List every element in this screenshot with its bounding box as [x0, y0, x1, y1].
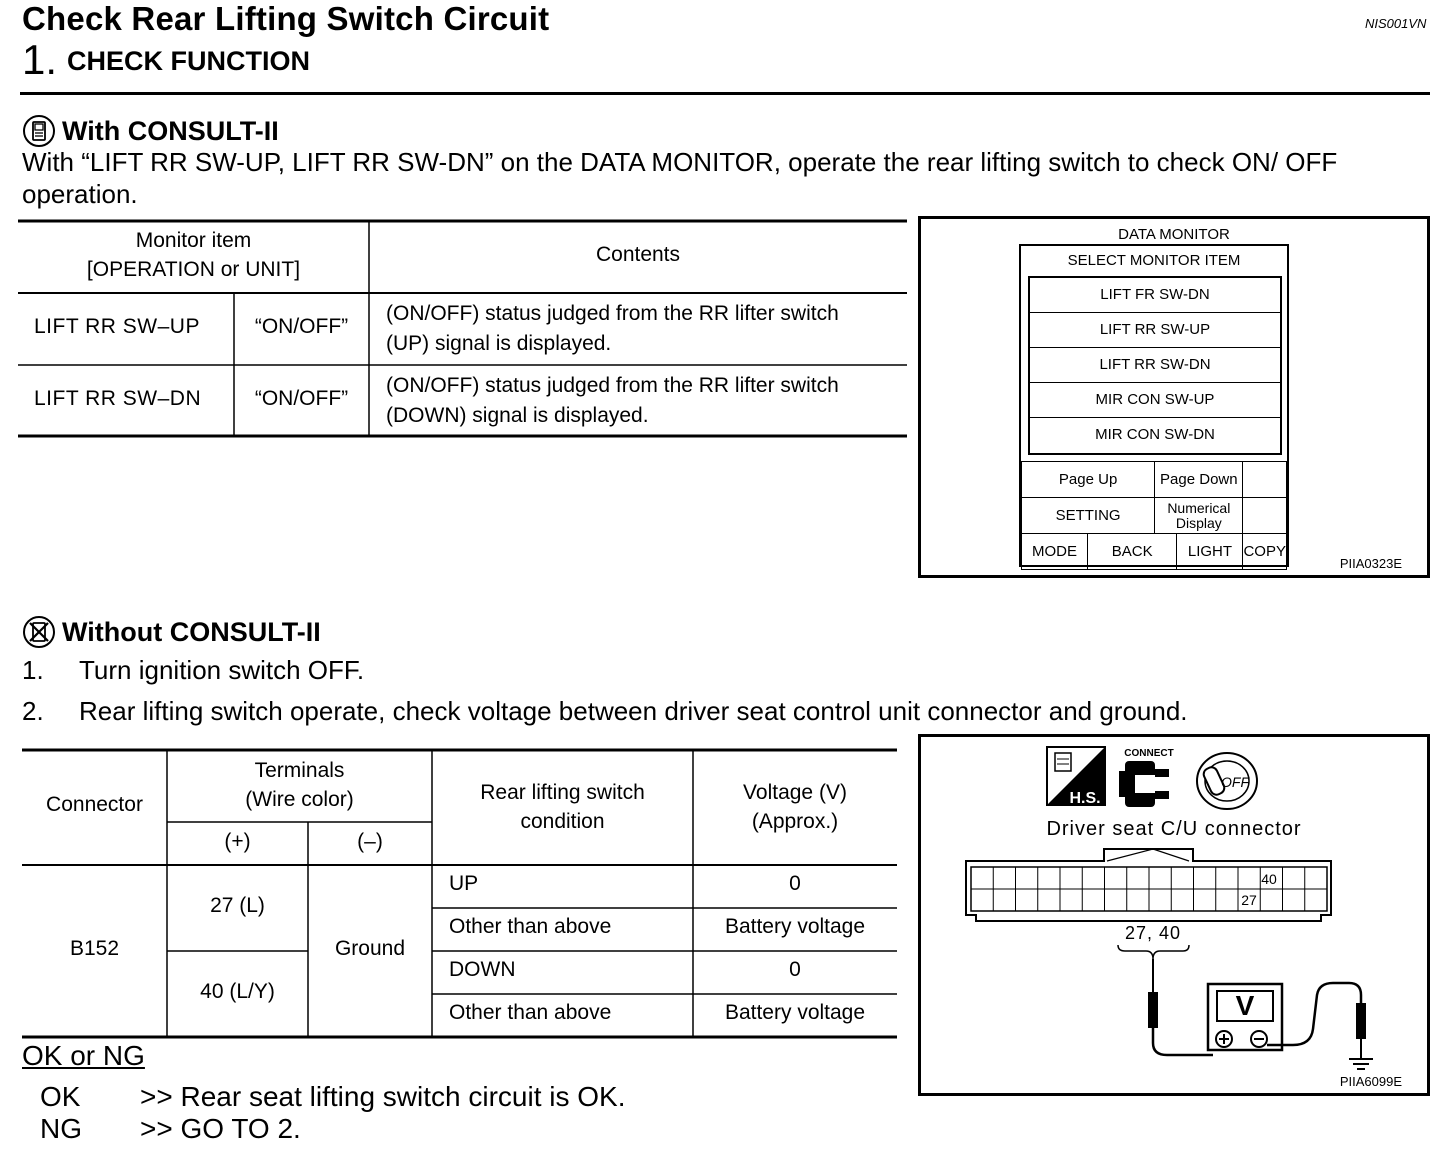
procedure-step-2-number: 2.	[22, 696, 44, 726]
light-button[interactable]: LIGHT	[1177, 534, 1243, 570]
voltage-row-1: 0	[789, 872, 801, 895]
step-heading	[22, 36, 310, 84]
contents-header: Contents	[595, 243, 681, 266]
voltage-row-3: 0	[789, 958, 801, 981]
back-button[interactable]: BACK	[1088, 534, 1177, 570]
connector-title: Driver seat C/U connector	[1046, 818, 1302, 840]
monitor-row-2-contents-line2: (DOWN) signal is displayed.	[386, 404, 649, 427]
data-monitor-screen	[1019, 244, 1289, 567]
terminal-40: 40 (L/Y)	[200, 980, 275, 1003]
positive-lead	[1153, 1028, 1213, 1055]
hs-icon-label: H.S.	[1069, 790, 1101, 807]
with-consult-description: With “LIFT RR SW-UP, LIFT RR SW-DN” on the DATA MONITOR, operate the rear lifting switch to check ON/ OFF operation.	[22, 147, 1338, 209]
procedure-step-2	[22, 696, 1188, 727]
numerical-display-line1: Numerical	[1167, 499, 1231, 516]
condition-header-line2: condition	[520, 810, 605, 833]
blank-button-1	[1243, 462, 1287, 498]
connector-value: B152	[69, 937, 120, 960]
ng-result	[40, 1113, 301, 1145]
monitor-row-2-contents	[386, 371, 839, 431]
with-consult-label: With CONSULT-II	[62, 115, 279, 146]
connect-icon	[1119, 761, 1169, 807]
condition-row-4: Other than above	[449, 1001, 612, 1024]
numerical-display-button[interactable]	[1155, 498, 1243, 534]
data-monitor-figure	[918, 216, 1430, 578]
voltage-header	[693, 778, 897, 836]
ok-result	[40, 1081, 626, 1113]
without-consult-label: Without CONSULT-II	[62, 616, 321, 647]
connector-header: Connector	[46, 793, 143, 816]
monitor-item-0[interactable]: LIFT FR SW-DN	[1030, 278, 1280, 313]
monitor-row-2-contents-line1: (ON/OFF) status judged from the RR lifter switch	[386, 374, 839, 397]
positive-probe	[1148, 992, 1158, 1028]
ng-text: >> GO TO 2.	[140, 1113, 301, 1144]
procedure-step-1-text: Turn ignition switch OFF.	[79, 655, 365, 685]
blank-button-2	[1243, 498, 1287, 534]
ok-key: OK	[40, 1081, 81, 1112]
page-title: Check Rear Lifting Switch Circuit	[22, 0, 550, 37]
with-consult-heading	[22, 114, 279, 148]
condition-row-2: Other than above	[449, 915, 612, 938]
step-number: 1.	[22, 36, 58, 83]
terminals-header-line1: Terminals	[254, 759, 345, 782]
numerical-display-line2: Display	[1175, 514, 1222, 531]
monitor-row-1-item: LIFT RR SW–UP	[34, 315, 200, 338]
condition-row-1: UP	[449, 872, 479, 895]
monitor-row-2-unit: “ON/OFF”	[254, 387, 349, 410]
step-label: CHECK FUNCTION	[67, 46, 311, 76]
data-monitor-figure-ref: PIIA0323E	[1339, 556, 1402, 571]
voltage-header-line1: Voltage (V)	[743, 781, 847, 804]
monitor-item-header-line2: [OPERATION or UNIT]	[86, 258, 301, 281]
without-consult-heading	[22, 615, 321, 649]
plus-header: (+)	[224, 830, 251, 853]
monitor-item-3[interactable]: MIR CON SW-UP	[1030, 383, 1280, 418]
consult-tool-icon	[22, 114, 56, 148]
ignition-off-label: OFF	[1221, 774, 1249, 790]
ok-text: >> Rear seat lifting switch circuit is OK.	[140, 1081, 626, 1112]
monitor-row-1-contents	[386, 299, 839, 359]
monitor-row-1-contents-line1: (ON/OFF) status judged from the RR lifter switch	[386, 302, 839, 325]
monitor-item-header	[18, 226, 369, 284]
document-id: NIS001VN	[1365, 16, 1427, 31]
terminals-header-line2: (Wire color)	[245, 788, 354, 811]
page-up-button[interactable]: Page Up	[1022, 462, 1155, 498]
monitor-item-2[interactable]: LIFT RR SW-DN	[1030, 348, 1280, 383]
page-down-button[interactable]: Page Down	[1155, 462, 1243, 498]
voltage-header-line2: (Approx.)	[751, 810, 839, 833]
negative-probe	[1356, 1003, 1366, 1039]
monitor-item-1[interactable]: LIFT RR SW-UP	[1030, 313, 1280, 348]
copy-button[interactable]: COPY	[1243, 534, 1287, 570]
monitor-row-1-unit: “ON/OFF”	[254, 315, 349, 338]
probe-bracket	[1118, 945, 1189, 959]
header-divider	[20, 92, 1430, 95]
probe-pins-label: 27, 40	[1124, 923, 1182, 943]
select-monitor-item-label: SELECT MONITOR ITEM	[1067, 252, 1241, 269]
ground-value: Ground	[334, 937, 406, 960]
procedure-step-1-number: 1.	[22, 655, 44, 685]
voltage-row-4: Battery voltage	[724, 1001, 866, 1024]
connector-figure-ref: PIIA6099E	[1339, 1074, 1402, 1089]
ng-key: NG	[40, 1113, 82, 1144]
setting-button[interactable]: SETTING	[1022, 498, 1155, 534]
procedure-step-2-text: Rear lifting switch operate, check voltage between driver seat control unit connector and ground.	[79, 696, 1188, 726]
monitor-row-2-item: LIFT RR SW–DN	[34, 387, 202, 410]
no-consult-icon	[22, 615, 56, 649]
mode-button[interactable]: MODE	[1022, 534, 1088, 570]
monitor-row-1-contents-line2: (UP) signal is displayed.	[386, 332, 612, 355]
connector-diagram-figure	[918, 734, 1430, 1096]
data-monitor-buttons	[1021, 461, 1287, 570]
monitor-item-header-line1: Monitor item	[135, 229, 252, 252]
monitor-item-4[interactable]: MIR CON SW-DN	[1095, 426, 1215, 443]
connector-diagram	[921, 737, 1427, 1093]
connect-icon-label: CONNECT	[1124, 748, 1174, 759]
voltage-row-2: Battery voltage	[724, 915, 866, 938]
terminal-27: 27 (L)	[210, 894, 265, 917]
data-monitor-title: DATA MONITOR	[1118, 226, 1230, 243]
ok-or-ng-heading: OK or NG	[22, 1040, 145, 1071]
condition-header-line1: Rear lifting switch	[480, 781, 645, 804]
monitor-item-list	[1028, 276, 1282, 455]
pin-40-label: 40	[1261, 871, 1277, 887]
pin-27-label: 27	[1241, 892, 1257, 908]
procedure-step-1	[22, 655, 364, 686]
minus-header: (–)	[357, 830, 383, 853]
ground-symbol	[1349, 1059, 1373, 1069]
voltmeter-label: V	[1235, 990, 1255, 1021]
condition-row-3: DOWN	[449, 958, 516, 981]
condition-header	[432, 778, 693, 836]
terminals-header	[167, 756, 432, 814]
